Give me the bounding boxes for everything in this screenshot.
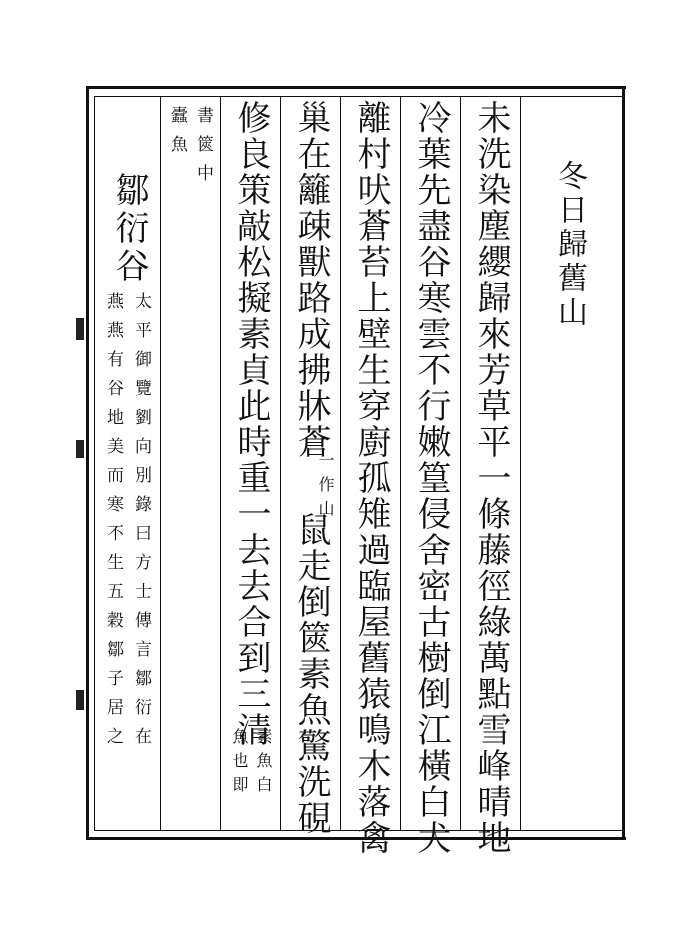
commentary-line-1: 太平御覽劉向別錄曰方士傳言鄒衍在 [131,292,151,756]
inline-note-2 [226,728,276,828]
top-inner-rule [94,96,622,97]
poem-line-3: 離村吠蒼苔上壁生穿廚孤雉過臨屋舊猿鳴木落禽 [351,100,391,856]
inline-note-1 [286,452,336,524]
inline-note-2a: 素魚白 [254,728,273,800]
column-divider [400,97,401,830]
poem-line-5: 修良策敲松擬素貞此時重一去去合到三清 [231,100,271,748]
margin-mark [76,318,84,340]
poem-line-4: 巢在籬疎獸路成拂牀蒼 [291,100,331,460]
left-annotation [160,106,218,226]
column-divider [520,97,521,830]
column-divider [460,97,461,830]
commentary [96,292,158,832]
column-divider [94,97,95,830]
margin-mark [76,690,84,710]
column-divider [340,97,341,830]
inline-note-1-text: 一作山 [316,452,335,524]
section-heading: 鄒衍谷 [109,172,149,286]
poem-line-2: 冷葉先盡谷寒雲不行嫩篁侵舍密古樹倒江橫白犬 [411,100,451,856]
left-annotation-line-2: 蠹魚 [167,106,187,164]
column-divider [280,97,281,830]
commentary-line-2: 燕燕有谷地美而寒不生五穀鄒子居之 [103,292,123,756]
margin-mark [76,440,84,458]
poem-line-1: 未洗染塵纓歸來芳草平一條藤徑綠萬點雪峰晴地 [471,100,511,856]
column-divider [220,97,221,830]
poem-title: 冬日歸舊山 [552,160,587,330]
poem-line-4-cont: 鼠走倒篋素魚驚洗硯 [291,512,331,836]
left-annotation-line-1: 書篋中 [193,106,213,193]
inline-note-2b: 魚也即 [230,728,249,800]
right-border [622,86,625,840]
